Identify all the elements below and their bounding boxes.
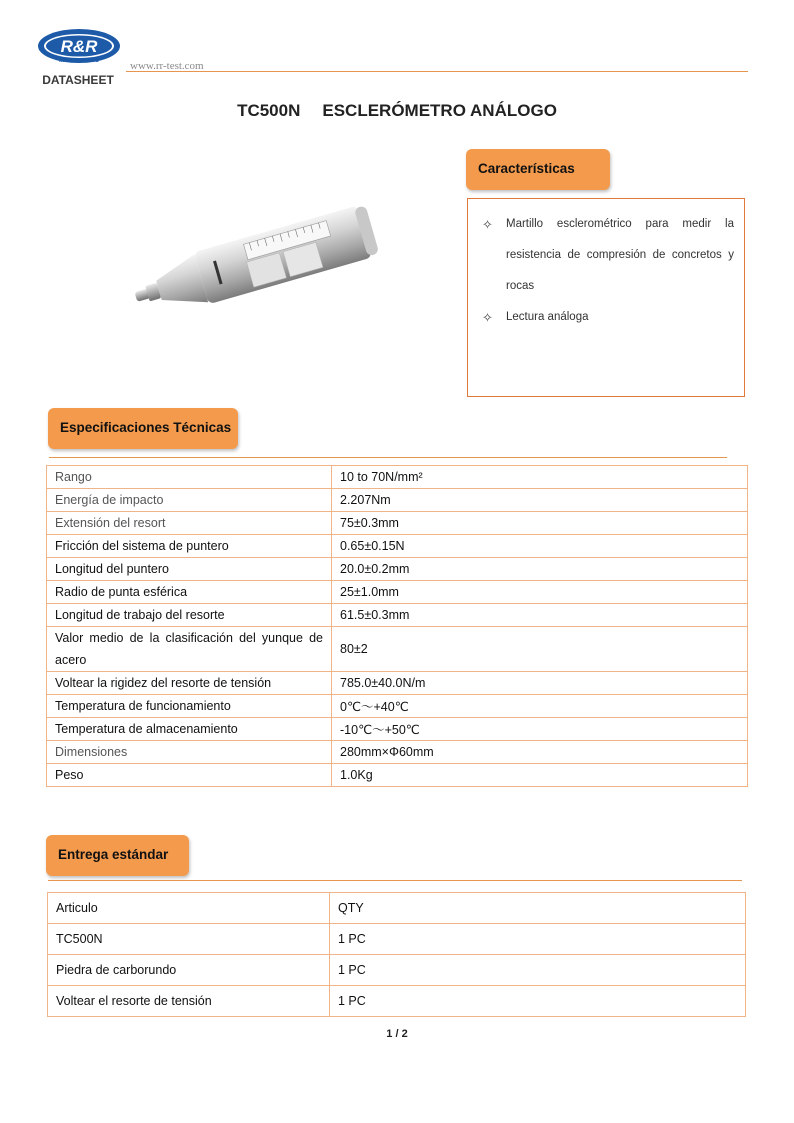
spec-value: 10 to 70N/mm² — [332, 466, 748, 489]
table-row — [48, 924, 746, 955]
specs-heading: Especificaciones Técnicas — [48, 408, 238, 449]
spec-value: 75±0.3mm — [332, 512, 748, 535]
spec-value: -10℃～+50℃ — [332, 718, 748, 741]
diamond-bullet-icon: ✧ — [482, 217, 493, 232]
rebound-hammer-image — [128, 200, 380, 318]
table-header-row — [48, 893, 746, 924]
spec-value: 0℃～+40℃ — [332, 695, 748, 718]
table-row — [47, 466, 748, 489]
delivery-qty: 1 PC — [330, 986, 746, 1017]
delivery-qty: 1 PC — [330, 955, 746, 986]
logo-subtext: INSTRUMENTS — [59, 58, 99, 64]
spec-label: Dimensiones — [47, 741, 332, 764]
spec-value: 2.207Nm — [332, 489, 748, 512]
delivery-item: TC500N — [48, 924, 330, 955]
column-header-qty: QTY — [330, 893, 746, 924]
page-number: 1 / 2 — [386, 1028, 408, 1040]
table-row — [48, 986, 746, 1017]
column-header-item: Articulo — [48, 893, 330, 924]
table-row — [47, 741, 748, 764]
spec-value: 0.65±0.15N — [332, 535, 748, 558]
model-number: TC500N — [237, 101, 301, 120]
spec-label: Radio de punta esférica — [47, 581, 332, 604]
page-title — [0, 101, 794, 121]
table-row — [47, 672, 748, 695]
spec-label: Voltear la rigidez del resorte de tensión — [47, 672, 332, 695]
specs-divider — [49, 457, 727, 458]
spec-value: 785.0±40.0N/m — [332, 672, 748, 695]
spec-label: Temperatura de almacenamiento — [47, 718, 332, 741]
table-row — [47, 535, 748, 558]
logo-text: R&R — [60, 37, 98, 56]
table-row — [47, 764, 748, 787]
feature-text: Lectura análoga — [506, 311, 589, 323]
header-divider — [126, 71, 748, 72]
table-row — [47, 718, 748, 741]
table-row — [47, 695, 748, 718]
feature-text: Martillo esclerométrico para medir la resistencia de compresión de concretos y rocas — [506, 218, 734, 292]
spec-value: 80±2 — [332, 627, 748, 672]
spec-value: 20.0±0.2mm — [332, 558, 748, 581]
specs-table — [46, 465, 748, 787]
datasheet-label: DATASHEET — [42, 73, 114, 86]
feature-item — [482, 209, 734, 302]
table-row — [47, 558, 748, 581]
spec-label: Longitud de trabajo del resorte — [47, 604, 332, 627]
spec-value: 1.0Kg — [332, 764, 748, 787]
website-url[interactable]: www.rr-test.com — [130, 60, 204, 72]
table-row — [47, 604, 748, 627]
product-name: ESCLERÓMETRO ANÁLOGO — [322, 101, 557, 120]
features-heading: Características — [466, 149, 610, 190]
spec-value: 25±1.0mm — [332, 581, 748, 604]
spec-label: Valor medio de la clasificación del yunque de acero — [47, 627, 332, 672]
spec-value: 280mm×Φ60mm — [332, 741, 748, 764]
feature-item — [482, 302, 734, 333]
delivery-heading: Entrega estándar — [46, 835, 189, 876]
table-row — [47, 581, 748, 604]
table-row — [48, 955, 746, 986]
spec-label: Extensión del resort — [47, 512, 332, 535]
spec-value: 61.5±0.3mm — [332, 604, 748, 627]
spec-label: Peso — [47, 764, 332, 787]
spec-label: Fricción del sistema de puntero — [47, 535, 332, 558]
spec-label: Longitud del puntero — [47, 558, 332, 581]
spec-label: Rango — [47, 466, 332, 489]
delivery-item: Voltear el resorte de tensión — [48, 986, 330, 1017]
diamond-bullet-icon: ✧ — [482, 310, 493, 325]
delivery-table — [47, 892, 746, 1017]
table-row — [47, 489, 748, 512]
delivery-divider — [48, 880, 742, 881]
table-row — [47, 512, 748, 535]
spec-label: Energía de impacto — [47, 489, 332, 512]
company-logo — [34, 28, 124, 86]
table-row — [47, 627, 748, 672]
spec-label: Temperatura de funcionamiento — [47, 695, 332, 718]
delivery-item: Piedra de carborundo — [48, 955, 330, 986]
delivery-qty: 1 PC — [330, 924, 746, 955]
features-box — [467, 198, 745, 397]
